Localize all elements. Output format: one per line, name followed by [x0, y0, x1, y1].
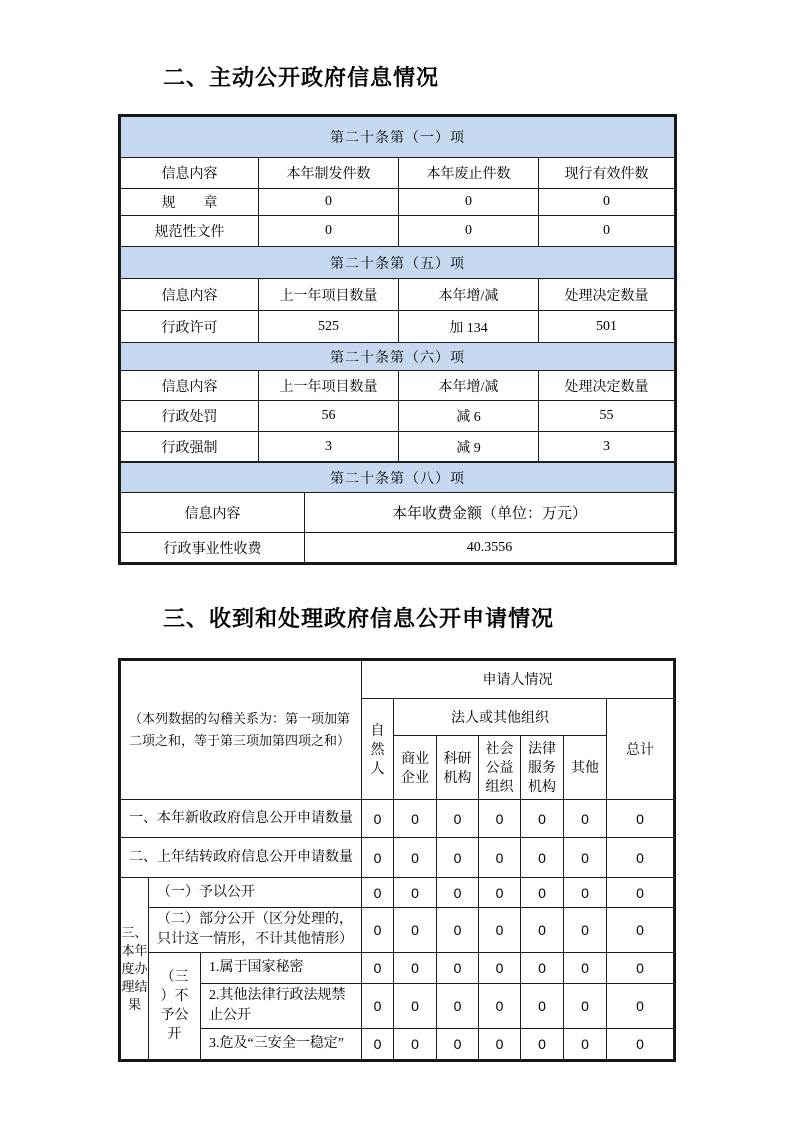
column-header: 信息内容 — [121, 371, 259, 401]
table-cell: 0 — [437, 1029, 479, 1060]
group3-label: 三、本年度办理结果 — [121, 878, 149, 1060]
table-cell: 0 — [564, 953, 607, 984]
band-title: 第二十条第（五）项 — [121, 247, 675, 279]
column-header: 本年增/减 — [399, 279, 539, 311]
row-label: 行政强制 — [121, 432, 259, 462]
row-label: 行政事业性收费 — [121, 533, 305, 563]
request-table — [118, 658, 676, 1062]
table-cell: 0 — [394, 953, 437, 984]
org-type-header: 科研机构 — [437, 736, 479, 800]
table-cell: 0 — [521, 838, 564, 878]
table-cell: 0 — [607, 984, 674, 1029]
band-row — [121, 343, 675, 371]
band-row — [121, 117, 675, 158]
column-header: 处理决定数量 — [539, 371, 675, 401]
table-cell: 0 — [399, 216, 539, 247]
table-row — [121, 953, 674, 984]
band-title: 第二十条第（八）项 — [121, 463, 675, 493]
row-label: 规 章 — [121, 189, 259, 216]
table-cell: 0 — [479, 878, 521, 908]
table-cell: 0 — [259, 189, 399, 216]
table-cell: 0 — [607, 1029, 674, 1060]
table-cell: 0 — [362, 984, 394, 1029]
band-row — [121, 463, 675, 493]
table-cell: 0 — [394, 878, 437, 908]
table-cell: 0 — [564, 1029, 607, 1060]
table-cell: 0 — [539, 189, 675, 216]
table-cell: 0 — [437, 838, 479, 878]
table-cell: 0 — [437, 908, 479, 953]
table-row — [121, 311, 675, 343]
table-cell: 0 — [399, 189, 539, 216]
row-label: 规范性文件 — [121, 216, 259, 247]
total-header: 总计 — [607, 699, 674, 800]
table-cell: 减 9 — [399, 432, 539, 462]
table-cell: 0 — [394, 984, 437, 1029]
table-cell: 0 — [539, 216, 675, 247]
row-label: 行政处罚 — [121, 401, 259, 432]
column-header: 上一年项目数量 — [259, 371, 399, 401]
org-type-header: 其他 — [564, 736, 607, 800]
column-header: 信息内容 — [121, 279, 259, 311]
row-label: 3.危及“三安全一稳定” — [201, 1029, 362, 1060]
table-cell: 0 — [362, 800, 394, 838]
table-cell: 0 — [437, 953, 479, 984]
table-cell: 56 — [259, 401, 399, 432]
band-title: 第二十条第（一）项 — [121, 117, 675, 158]
table-row — [121, 1029, 674, 1060]
table-cell: 525 — [259, 311, 399, 343]
table-row — [121, 878, 674, 908]
org-type-header: 法律服务机构 — [521, 736, 564, 800]
table-cell: 加 134 — [399, 311, 539, 343]
table-cell: 0 — [521, 984, 564, 1029]
table-row — [121, 189, 675, 216]
table-cell: 0 — [394, 800, 437, 838]
table-cell: 0 — [521, 953, 564, 984]
column-header: 本年增/减 — [399, 371, 539, 401]
table-cell: 0 — [362, 1029, 394, 1060]
table-cell: 3 — [259, 432, 399, 462]
table-cell: 0 — [362, 878, 394, 908]
table-cell: 0 — [362, 908, 394, 953]
table-cell: 0 — [437, 800, 479, 838]
table-row — [121, 401, 675, 432]
table-cell: 0 — [521, 1029, 564, 1060]
table-row — [121, 432, 675, 462]
row-label: （二）部分公开（区分处理的，只计这一情形，不计其他情形） — [149, 908, 362, 953]
row-label: 行政许可 — [121, 311, 259, 343]
article20-table — [118, 114, 677, 565]
table-cell: 0 — [362, 953, 394, 984]
table-cell: 0 — [607, 908, 674, 953]
table-cell: 0 — [564, 984, 607, 1029]
table-cell: 0 — [479, 953, 521, 984]
header-row — [121, 493, 675, 533]
org-type-header: 社会公益组织 — [479, 736, 521, 800]
table-cell: 40.3556 — [305, 533, 675, 563]
table-cell: 0 — [564, 800, 607, 838]
table-cell: 0 — [362, 838, 394, 878]
table-cell: 0 — [479, 800, 521, 838]
table-row — [121, 216, 675, 247]
column-header: 信息内容 — [121, 493, 305, 533]
column-header: 上一年项目数量 — [259, 279, 399, 311]
article20-table-part1 — [120, 116, 675, 462]
table-row — [121, 800, 674, 838]
table-cell: 3 — [539, 432, 675, 462]
header-row — [121, 279, 675, 311]
table-cell: 0 — [607, 953, 674, 984]
column-header: 本年废止件数 — [399, 158, 539, 189]
table-cell: 0 — [521, 878, 564, 908]
subgroup-label: （三）不予公开 — [149, 953, 201, 1060]
table-cell: 0 — [521, 800, 564, 838]
table-cell: 0 — [394, 908, 437, 953]
column-header: 本年制发件数 — [259, 158, 399, 189]
header-row — [121, 661, 674, 699]
reconciliation-note: （本列数据的勾稽关系为：第一项加第二项之和，等于第三项加第四项之和） — [121, 661, 362, 800]
column-header: 处理决定数量 — [539, 279, 675, 311]
section3-heading: 三、收到和处理政府信息公开申请情况 — [163, 606, 555, 631]
table-row — [121, 908, 674, 953]
header-row — [121, 158, 675, 189]
table-cell: 0 — [607, 878, 674, 908]
table-row — [121, 984, 674, 1029]
table-cell: 0 — [479, 1029, 521, 1060]
table-cell: 0 — [479, 908, 521, 953]
table-cell: 0 — [259, 216, 399, 247]
table-cell: 501 — [539, 311, 675, 343]
table-cell: 0 — [394, 1029, 437, 1060]
table-cell: 0 — [437, 984, 479, 1029]
table-cell: 0 — [607, 838, 674, 878]
row-label: 1.属于国家秘密 — [201, 953, 362, 984]
table-cell: 0 — [564, 838, 607, 878]
request-table-grid — [120, 660, 674, 1060]
table-row — [121, 533, 675, 563]
band-title: 第二十条第（六）项 — [121, 343, 675, 371]
row-label: 一、本年新收政府信息公开申请数量 — [121, 800, 362, 838]
legal-org-header: 法人或其他组织 — [394, 699, 607, 736]
article20-table-part2 — [120, 462, 675, 563]
table-cell: 0 — [521, 908, 564, 953]
org-type-header: 商业企业 — [394, 736, 437, 800]
table-cell: 0 — [607, 800, 674, 838]
row-label: 二、上年结转政府信息公开申请数量 — [121, 838, 362, 878]
table-cell: 减 6 — [399, 401, 539, 432]
table-row — [121, 838, 674, 878]
band-row — [121, 247, 675, 279]
table-cell: 0 — [479, 838, 521, 878]
table-cell: 0 — [564, 908, 607, 953]
section2-heading: 二、主动公开政府信息情况 — [163, 65, 440, 90]
row-label: 2.其他法律行政法规禁止公开 — [201, 984, 362, 1029]
table-cell: 0 — [564, 878, 607, 908]
natural-person-header: 自然人 — [362, 699, 394, 800]
table-cell: 0 — [437, 878, 479, 908]
table-cell: 55 — [539, 401, 675, 432]
row-label: （一）予以公开 — [149, 878, 362, 908]
header-row — [121, 371, 675, 401]
table-cell: 0 — [394, 838, 437, 878]
column-header: 信息内容 — [121, 158, 259, 189]
applicant-status-header: 申请人情况 — [362, 661, 674, 699]
column-header: 本年收费金额（单位：万元） — [305, 493, 675, 533]
table-cell: 0 — [479, 984, 521, 1029]
column-header: 现行有效件数 — [539, 158, 675, 189]
